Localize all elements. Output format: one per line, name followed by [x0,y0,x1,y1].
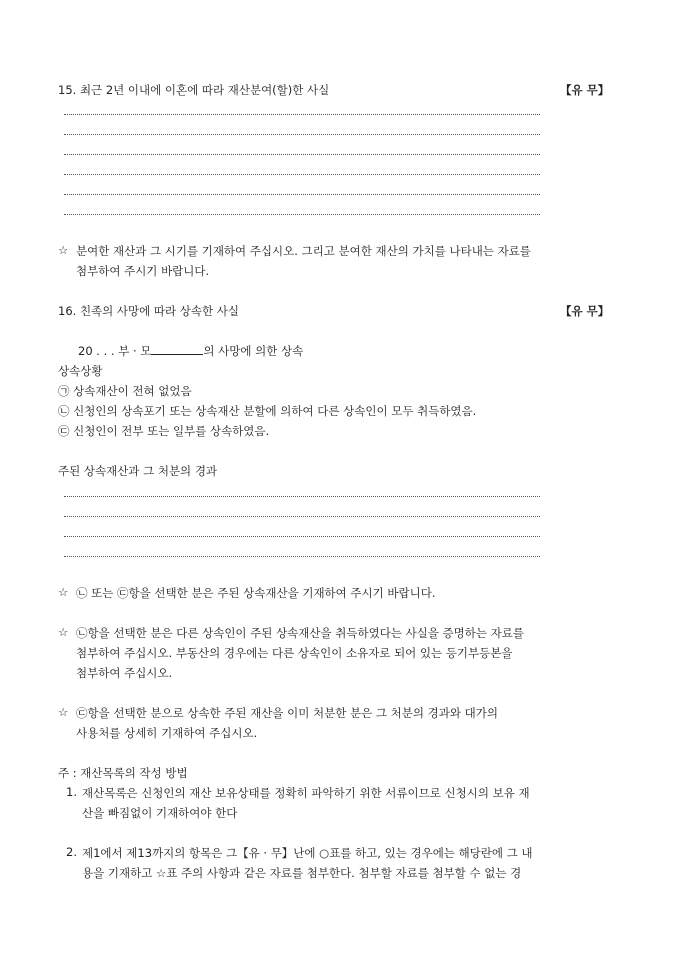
section-15-entry-line-1[interactable] [64,114,540,115]
note-2-line-3: 첨부하여 주십시오. [76,666,173,680]
option-b-marker: ㉡ [58,404,70,418]
section-15-yes-no[interactable]: 【유 무】 [560,83,610,97]
section-16-title: 16. 친족의 사망에 따라 상속한 사실 [58,304,239,318]
note-2-line-2: 첨부하여 주십시오. 부동산의 경우에는 다른 상속인이 소유자로 되어 있는 등기부등본을 [76,646,513,660]
section-15-entry-line-3[interactable] [64,154,540,155]
note-3-line-1: ㉢항을 선택한 분으로 상속한 주된 재산을 이미 처분한 분은 그 처분의 경과와 대가의 [76,706,498,720]
footer-item-1-num: 1. [66,785,77,799]
section-15-title: 15. 최근 2년 이내에 이혼에 따라 재산분여(할)한 사실 [58,83,330,97]
footer-item-1-line-1: 재산목록은 신청인의 재산 보유상태를 정확히 파악하기 위한 서류이므로 신청시의 보유 재 [82,786,530,800]
section-15-entry-line-5[interactable] [64,194,540,195]
deceased-name-blank[interactable] [151,343,203,355]
section-16-entry-line-3[interactable] [64,536,540,537]
main-assets-heading: 주된 상속재산과 그 처분의 경과 [58,464,218,478]
option-c[interactable] [58,423,269,439]
note-3-line-2: 사용처를 상세히 기재하여 주십시오. [76,726,258,740]
section-16-yes-no[interactable]: 【유 무】 [560,304,610,318]
option-a-text: 상속재산이 전혀 없었음 [73,384,192,398]
star-icon: ☆ [58,243,69,257]
option-b-text: 신청인의 상속포기 또는 상속재산 분할에 의하여 다른 상속인이 모두 취득하였음. [73,404,477,418]
section-15-note-line-2: 첨부하여 주시기 바랍니다. [76,264,210,278]
star-icon: ☆ [58,705,69,719]
section-16-entry-line-1[interactable] [64,496,540,497]
section-15-note-line-1: 분여한 재산과 그 시기를 기재하여 주십시오. 그리고 분여한 재산의 가치를 나타내는 자료를 [76,244,531,258]
note-2-line-1: ㉡항을 선택한 분은 다른 상속인이 주된 상속재산을 취득하였다는 사실을 증명하는 자료를 [76,626,524,640]
footer-item-2-num: 2. [66,845,77,859]
section-16-entry-line-4[interactable] [64,556,540,557]
option-c-text: 신청인이 전부 또는 일부를 상속하였음. [73,424,270,438]
footer-heading: 주 : 재산목록의 작성 방법 [58,766,188,780]
note-1-line-1: ㉡ 또는 ㉢항을 선택한 분은 주된 상속재산을 기재하여 주시기 바랍니다. [76,586,436,600]
star-icon: ☆ [58,625,69,639]
section-15-entry-line-4[interactable] [64,174,540,175]
section-15-entry-line-2[interactable] [64,134,540,135]
inheritance-date-suffix: 의 사망에 의한 상속 [203,344,304,358]
option-a[interactable] [58,383,192,399]
option-c-marker: ㉢ [58,424,70,438]
footer-item-2-line-2: 용을 기재하고 ☆표 주의 사항과 같은 자료를 첨부한다. 첨부할 자료를 첨부할 수 없는 경 [82,866,522,880]
option-a-marker: ㉠ [58,384,70,398]
section-16-entry-line-2[interactable] [64,516,540,517]
inheritance-date-line [78,343,303,359]
inheritance-status-heading: 상속상황 [58,364,103,378]
footer-item-2-line-1: 제1에서 제13까지의 항목은 그【유 · 무】난에 ○표를 하고, 있는 경우에는 해당란에 그 내 [82,846,533,860]
section-15-entry-line-6[interactable] [64,214,540,215]
option-b[interactable] [58,403,476,419]
star-icon: ☆ [58,585,69,599]
footer-item-1-line-2: 산을 빠짐없이 기재하여야 한다 [82,806,238,820]
inheritance-date-prefix: 20 . . . 부 · 모 [78,344,152,358]
